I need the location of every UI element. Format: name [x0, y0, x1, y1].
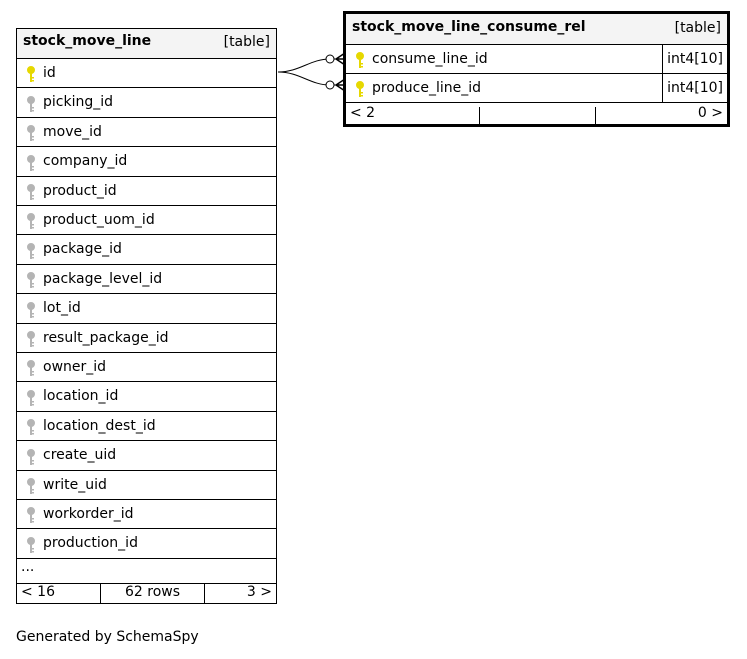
- parents-count[interactable]: < 16: [21, 584, 55, 600]
- children-count[interactable]: 0 >: [697, 105, 723, 121]
- table-kind: [table]: [674, 20, 721, 36]
- children-count[interactable]: 3 >: [246, 584, 272, 600]
- table-kind: [table]: [223, 34, 270, 50]
- column-name: workorder_id: [43, 506, 134, 522]
- column-name: package_level_id: [43, 271, 163, 287]
- column-type: int4[10]: [667, 51, 723, 67]
- optional-marker: [326, 55, 334, 63]
- column-name: location_dest_id: [43, 418, 156, 434]
- column-name: picking_id: [43, 94, 114, 110]
- column-name: production_id: [43, 535, 138, 551]
- column-name: move_id: [43, 124, 102, 140]
- column-name: result_package_id: [43, 330, 169, 346]
- optional-marker: [326, 81, 334, 89]
- column-name: location_id: [43, 388, 119, 404]
- column-name: consume_line_id: [372, 51, 488, 67]
- column-name: create_uid: [43, 447, 117, 463]
- crows-foot-marker: [336, 79, 345, 91]
- column-name: write_uid: [43, 477, 107, 493]
- crows-foot-marker: [336, 53, 345, 65]
- ellipsis: ...: [21, 559, 35, 575]
- parents-count[interactable]: < 2: [350, 105, 376, 121]
- table-name: stock_move_line: [23, 33, 152, 49]
- table-name: stock_move_line_consume_rel: [352, 19, 586, 35]
- edge-produce-line-id: [278, 72, 345, 85]
- row-count: 62 rows: [124, 584, 181, 600]
- column-name: owner_id: [43, 359, 107, 375]
- edge-consume-line-id: [278, 59, 345, 72]
- column-name: id: [43, 65, 56, 81]
- column-name: produce_line_id: [372, 80, 482, 96]
- column-name: package_id: [43, 241, 122, 257]
- generated-by-credit: Generated by SchemaSpy: [16, 629, 199, 645]
- column-name: product_id: [43, 183, 117, 199]
- column-name: product_uom_id: [43, 212, 155, 228]
- column-type: int4[10]: [667, 80, 723, 96]
- column-name: lot_id: [43, 300, 81, 316]
- column-name: company_id: [43, 153, 128, 169]
